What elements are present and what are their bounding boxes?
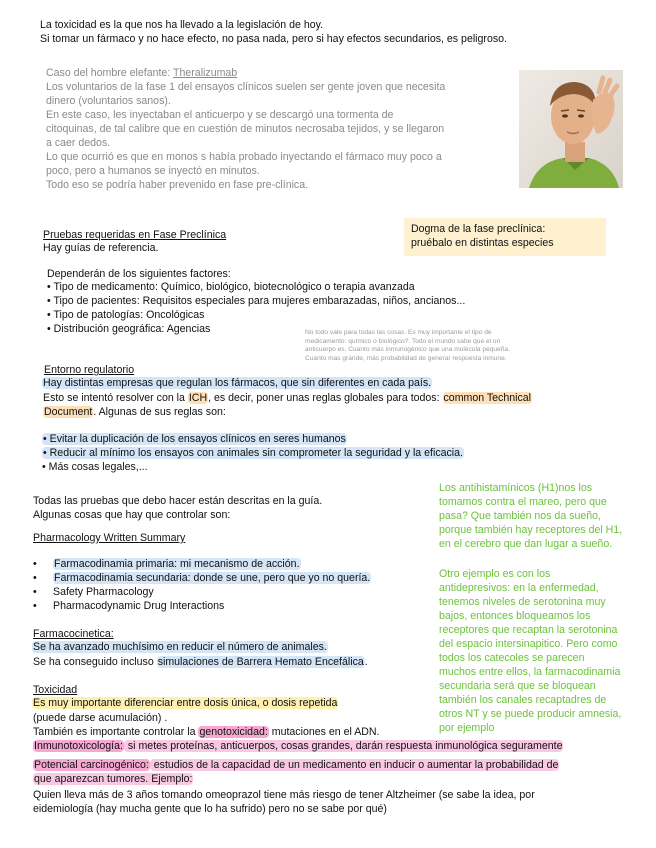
toxicidad-line-4: Inmunotoxicología: si metes proteínas, anticuerpos, cosas grandes, darán respuesta inmunológica seguramente [34,740,563,752]
case-line: En este caso, les inyectaban el anticuerpo y se descargó una tormenta de [46,109,394,121]
pharm-item: • Pharmacodynamic Drug Interactions [33,600,225,612]
toxicidad-line-5: Potencial carcinogénico: estudios de la capacidad de un medicamento en inducir o aumentar la probabilidad de [34,759,559,771]
entorno-bullet: • Reducir al mínimo los ensayos con animales sin comprometer la seguridad y la eficacia. [43,447,463,459]
entorno-bullet: • Evitar la duplicación de los ensayos clínicos en seres humanos [43,433,346,445]
entorno-line-2: Esto se intentó resolver con la ICH, es decir, poner unas reglas globales para todos: common Technical [43,392,532,404]
guia-line-2: Algunas cosas que hay que controlar son: [33,509,231,521]
theralizumab-link[interactable]: Theralizumab [173,67,238,79]
toxicidad-line-8: eidemiología (hay mucha gente que lo ha sufrido) pero no se sabe por qué) [33,803,387,815]
inmunotoxicologia-highlight: Inmunotoxicología: [34,740,123,752]
guia-line-1: Todas las pruebas que debo hacer están descritas en la guía. [33,495,323,507]
factores-intro: Dependerán de los siguientes factores: [47,268,231,280]
pharm-summary-list [33,557,371,613]
toxicidad-line-7: Quien lleva más de 3 años tomando omeoprazol tiene más riesgo de tener Altzheimer (se sabe la idea, por [33,789,535,801]
intro-line-1: La toxicidad es la que nos ha llevado a la legislación de hoy. [40,19,324,31]
pharm-item: • Farmacodinamia primaria: mi mecanismo de acción. [33,558,300,570]
dogma-line-2: pruébalo en distintas especies [411,237,554,249]
entorno-heading: Entorno regulatorio [44,364,135,376]
case-line: poco, pero a humanos se inyectó en minutos. [46,165,260,177]
factor-item: • Distribución geográfica: Agencias [47,323,211,335]
case-line: a caer dedos. [46,137,111,149]
toxicidad-line-3: También es importante controlar la genotoxicidad: mutaciones en el ADN. [33,726,380,738]
dogma-box [404,218,606,256]
case-line: Los voluntarios de la fase 1 del ensayos clínicos suelen ser gente joven que necesita [46,81,446,93]
farmacocinetica-line-1: Se ha avanzado muchísimo en reducir el número de animales. [33,641,327,653]
entorno-line-1: Hay distintas empresas que regulan los fármacos, que sin diferentes en cada país. [43,377,432,389]
person-photo [519,70,623,188]
toxicidad-line-6: que aparezcan tumores. Ejemplo: [34,773,193,785]
pruebas-line: Hay guías de referencia. [43,242,159,254]
factor-item: • Tipo de medicamento: Químico, biológico, biotecnológico o terapia avanzada [47,281,415,293]
case-title: Caso del hombre elefante: Theralizumab [46,67,238,79]
side-note [305,329,605,363]
ich-highlight: ICH [188,392,208,404]
pruebas-heading: Pruebas requeridas en Fase Preclínica [43,229,227,241]
factor-item: • Tipo de patologías: Oncológicas [47,309,205,321]
toxicidad-line-2: (puede darse acumulación) . [33,712,168,724]
farmacocinetica-line-2: Se ha conseguido incluso simulaciones de Barrera Hemato Encefálica. [33,656,368,668]
entorno-line-3: Document. Algunas de sus reglas son: [44,406,226,418]
dogma-line-1: Dogma de la fase preclínica: [411,223,546,235]
carcinogenico-highlight: Potencial carcinogénico: [34,759,149,771]
elephant-man-case [46,66,506,192]
pharm-summary-heading: Pharmacology Written Summary [33,532,186,544]
green-note-2: Otro ejemplo es con los antidepresivos: en la enfermedad, tenemos niveles de serotonina muy bajos, entonces bloqueamos los receptores que recaptan la serotonina del espacio intersinapitico. Pero como todos los catecoles se parecen muchos entre ellos, la farmacodinamia secundaria será que se bloquean también los canales recaptadres de otros NT y se puede producir amnesia, por ejemplo [439,568,622,734]
entorno-bullets [42,432,464,474]
case-line: dinero (voluntarios sanos). [46,95,171,107]
side-note-line: anticuerpo es. Cuanto más inmunogénico que una molécula pequeña. [305,346,510,354]
intro-line-2: Si tomar un fármaco y no hace efecto, no pasa nada, pero si hay efectos secundarios, es peligroso. [40,33,507,45]
factor-item: • Tipo de pacientes: Requisitos especiales para mujeres embarazadas, niños, ancianos... [47,295,466,307]
green-note-1: Los antihistamínicos (H1)nos los tomamos contra el mareo, pero que pasa? Que también nos da sueño, porque también hay receptores del H1, en el cerebro que dan lugar a sueño. [439,482,623,550]
case-line: citoquinas, de tal calibre que en cuestión de minutos necrosaba tejidos, y se llegaron [46,123,445,135]
case-line: Todo eso se podría haber prevenido en fase pre-clínica. [46,179,309,191]
case-line: Lo que ocurrió es que en monos s había probado inyectando el fármaco muy poco a [46,151,442,163]
toxicidad-heading: Toxicidad [33,684,78,696]
pharm-item: • Farmacodinamia secundaria: donde se une, pero que yo no quería. [33,572,371,584]
side-note-line: No todo vale para todas las cosas. Es muy importante el tipo de [305,329,492,336]
factores-list [47,280,465,336]
person-hand-on-face-photo-icon [519,70,623,188]
genotoxicidad-highlight: genotoxicidad: [199,726,268,738]
farmacocinetica-heading: Farmacocinetica: [33,628,114,640]
side-note-line: medicamento: químico o biológico?. Todo el mundo sabe que el un [305,337,501,345]
toxicidad-line-1: Es muy importante diferenciar entre dosis única, o dosis repetida [33,697,338,709]
ctd-highlight: common Technical [443,392,532,404]
entorno-bullet: • Más cosas legales,... [42,461,148,473]
side-note-line: Cuanto mas grande, más probabilidad de generar respuesta inmune. [305,354,507,362]
green-notes [439,481,649,735]
pharm-item: • Safety Pharmacology [33,586,154,598]
